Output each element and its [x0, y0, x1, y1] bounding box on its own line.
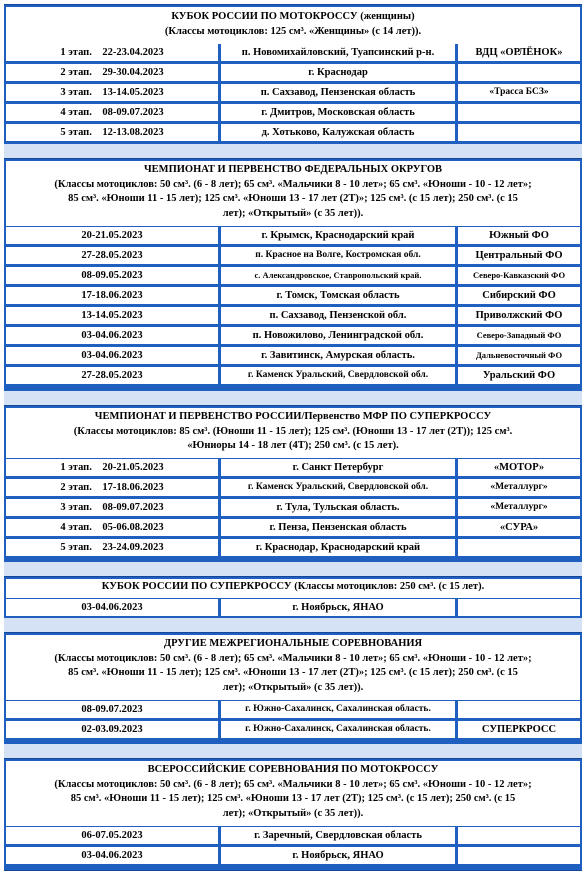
- row-date: 3 этап. 13-14.05.2023: [6, 84, 218, 101]
- row-place: г. Тула, Тульская область.: [221, 499, 455, 516]
- row-org: Северо-Западный ФО: [458, 327, 580, 344]
- section-header: [6, 635, 580, 700]
- row-date: 27-28.05.2023: [6, 367, 218, 384]
- row-place: г. Санкт Петербург: [221, 459, 455, 476]
- section-title: КУБОК РОССИИ ПО СУПЕРКРОССУ (Классы мотоциклов: 250 см³. (с 15 лет).: [101, 581, 485, 592]
- row-org: Приволжский ФО: [458, 307, 580, 324]
- section-classes: лет); «Открытый» (с 35 лет)).: [222, 207, 364, 219]
- row-date: 5 этап. 23-24.09.2023: [6, 539, 218, 556]
- section-all-russian: [4, 758, 582, 871]
- row-org: [458, 599, 580, 616]
- row-org: Южный ФО: [458, 227, 580, 244]
- row-date: 4 этап. 08-09.07.2023: [6, 104, 218, 121]
- section-title: ЧЕМПИОНАТ И ПЕРВЕНСТВО ФЕДЕРАЛЬНЫХ ОКРУГОВ: [143, 164, 443, 175]
- row-org: [458, 64, 580, 81]
- row-date: 2 этап. 17-18.06.2023: [6, 479, 218, 496]
- row-place: г. Ноябрьск, ЯНАО: [221, 599, 455, 616]
- section-classes: лет); «Открытый» (с 35 лет)).: [222, 681, 364, 693]
- section-spacer: [4, 618, 582, 632]
- row-date: 08-09.05.2023: [6, 267, 218, 284]
- section-classes: (Классы мотоциклов: 125 см³. «Женщины» (с 14 лет)).: [164, 25, 422, 37]
- section-title: ЧЕМПИОНАТ И ПЕРВЕНСТВО РОССИИ/Первенство МФР ПО СУПЕРКРОССУ: [94, 411, 492, 422]
- row-place: г. Завитинск, Амурская область.: [221, 347, 455, 364]
- section-interregional: [4, 632, 582, 745]
- section-federal-districts: [4, 158, 582, 392]
- row-date: 5 этап. 12-13.08.2023: [6, 124, 218, 141]
- row-place: г. Краснодар, Краснодарский край: [221, 539, 455, 556]
- row-org: «СУРА»: [458, 519, 580, 536]
- row-date: 03-04.06.2023: [6, 327, 218, 344]
- row-date: 1 этап. 22-23.04.2023: [6, 44, 218, 61]
- row-place: д. Хотьково, Калужская область: [221, 124, 455, 141]
- section-header: [6, 579, 580, 598]
- row-date: 4 этап. 05-06.08.2023: [6, 519, 218, 536]
- section-classes: лет); «Открытый» (с 35 лет)).: [222, 807, 364, 819]
- section-classes: 85 см³. «Юноши 11 - 15 лет); 125 см³. «Юноши 13 - 17 лет (2Т); 125 см³. (с 15 лет); 250 см³. (с 15: [70, 793, 516, 804]
- row-date: 03-04.06.2023: [6, 599, 218, 616]
- section-spacer: [4, 391, 582, 405]
- row-place: с. Александровское, Ставропольский край.: [221, 267, 455, 284]
- section-title: ВСЕРОССИЙСКИЕ СОРЕВНОВАНИЯ ПО МОТОКРОССУ: [147, 764, 439, 775]
- row-place: п. Красное на Волге, Костромская обл.: [221, 247, 455, 264]
- section-spacer: [4, 562, 582, 576]
- row-org: [458, 539, 580, 556]
- row-date: 08-09.07.2023: [6, 701, 218, 718]
- row-date: 27-28.05.2023: [6, 247, 218, 264]
- row-org: Уральский ФО: [458, 367, 580, 384]
- section-classes: (Классы мотоциклов: 50 см³. (6 - 8 лет); 65 см³. «Мальчики 8 - 10 лет»; 65 см³. «Юноши - 10 - 12 лет»;: [54, 652, 532, 664]
- section-spacer: [4, 744, 582, 758]
- section-title: КУБОК РОССИИ ПО МОТОКРОССУ (женщины): [171, 11, 415, 22]
- row-org: [458, 827, 580, 844]
- row-org: [458, 701, 580, 718]
- section-classes: (Классы мотоциклов: 50 см³. (6 - 8 лет); 65 см³. «Мальчики 8 - 10 лет»; 65 см³. «Юноши - 10 - 12 лет»;: [54, 178, 532, 190]
- section-classes: (Классы мотоциклов: 85 см³. (Юноши 11 - 15 лет); 125 см³. (Юноши 13 - 17 лет (2Т)); 125 см³.: [73, 425, 513, 437]
- section-classes: 85 см³. «Юноши 11 - 15 лет); 125 см³. «Юноши 13 - 17 лет (2Т)»; 125 см³. (с 15 лет); 250 см³. (с 15: [68, 193, 518, 204]
- row-date: 1 этап. 20-21.05.2023: [6, 459, 218, 476]
- row-date: 3 этап. 08-09.07.2023: [6, 499, 218, 516]
- row-place: г. Южно-Сахалинск, Сахалинская область.: [221, 721, 455, 738]
- row-org: «Металлург»: [458, 499, 580, 516]
- row-place: г. Ноябрьск, ЯНАО: [221, 847, 455, 864]
- row-place: п. Новомихайловский, Туапсинский р-н.: [221, 44, 455, 61]
- row-place: п. Новожилово, Ленинградской обл.: [221, 327, 455, 344]
- row-date: 17-18.06.2023: [6, 287, 218, 304]
- row-place: г. Каменск Уральский, Свердловской обл.: [221, 479, 455, 496]
- row-org: «Металлург»: [458, 479, 580, 496]
- row-org: Сибирский ФО: [458, 287, 580, 304]
- section-header: [6, 761, 580, 826]
- row-place: п. Сахзавод, Пензенской обл.: [221, 307, 455, 324]
- section-header: [6, 161, 580, 226]
- row-org: Дальневосточный ФО: [458, 347, 580, 364]
- row-date: 03-04.06.2023: [6, 347, 218, 364]
- row-place: г. Южно-Сахалинск, Сахалинская область.: [221, 701, 455, 718]
- row-place: г. Краснодар: [221, 64, 455, 81]
- row-date: 06-07.05.2023: [6, 827, 218, 844]
- row-place: г. Крымск, Краснодарский край: [221, 227, 455, 244]
- row-place: г. Заречный, Свердловская область: [221, 827, 455, 844]
- row-date: 20-21.05.2023: [6, 227, 218, 244]
- row-place: г. Дмитров, Московская область: [221, 104, 455, 121]
- section-classes: «Юниоры 14 - 18 лет (4Т); 250 см³. (с 15 лет).: [187, 440, 399, 451]
- section-header: [6, 7, 580, 44]
- row-org: «Трасса БСЗ»: [458, 84, 580, 101]
- section-classes: (Классы мотоциклов: 50 см³. (6 - 8 лет); 65 см³. «Мальчики 8 - 10 лет»; 65 см³. «Юноши - 10 - 12 лет»;: [54, 778, 532, 790]
- row-org: СУПЕРКРОСС: [458, 721, 580, 738]
- section-supercross-cup: [4, 576, 582, 619]
- row-org: Северо-Кавказский ФО: [458, 267, 580, 284]
- row-date: 03-04.06.2023: [6, 847, 218, 864]
- row-org: [458, 124, 580, 141]
- row-org: Центральный ФО: [458, 247, 580, 264]
- row-org: «МОТОР»: [458, 459, 580, 476]
- row-place: г. Каменск Уральский, Свердловской обл.: [221, 367, 455, 384]
- row-date: 13-14.05.2023: [6, 307, 218, 324]
- row-org: ВДЦ «ОРЛЁНОК»: [458, 44, 580, 61]
- section-spacer: [4, 144, 582, 158]
- section-header: [6, 408, 580, 458]
- row-date: 2 этап. 29-30.04.2023: [6, 64, 218, 81]
- row-place: г. Пенза, Пензенская область: [221, 519, 455, 536]
- row-date: 02-03.09.2023: [6, 721, 218, 738]
- section-supercross-championship: [4, 405, 582, 563]
- row-org: [458, 847, 580, 864]
- row-place: п. Сахзавод, Пензенская область: [221, 84, 455, 101]
- row-org: [458, 104, 580, 121]
- section-title: ДРУГИЕ МЕЖРЕГИОНАЛЬНЫЕ СОРЕВНОВАНИЯ: [163, 638, 423, 649]
- section-womens-cup: [4, 4, 582, 145]
- section-classes: 85 см³. «Юноши 11 - 15 лет); 125 см³. «Юноши 13 - 17 лет (2Т)»; 125 см³. (с 15 лет); 250 см³. (с 15: [68, 667, 518, 678]
- row-place: г. Томск, Томская область: [221, 287, 455, 304]
